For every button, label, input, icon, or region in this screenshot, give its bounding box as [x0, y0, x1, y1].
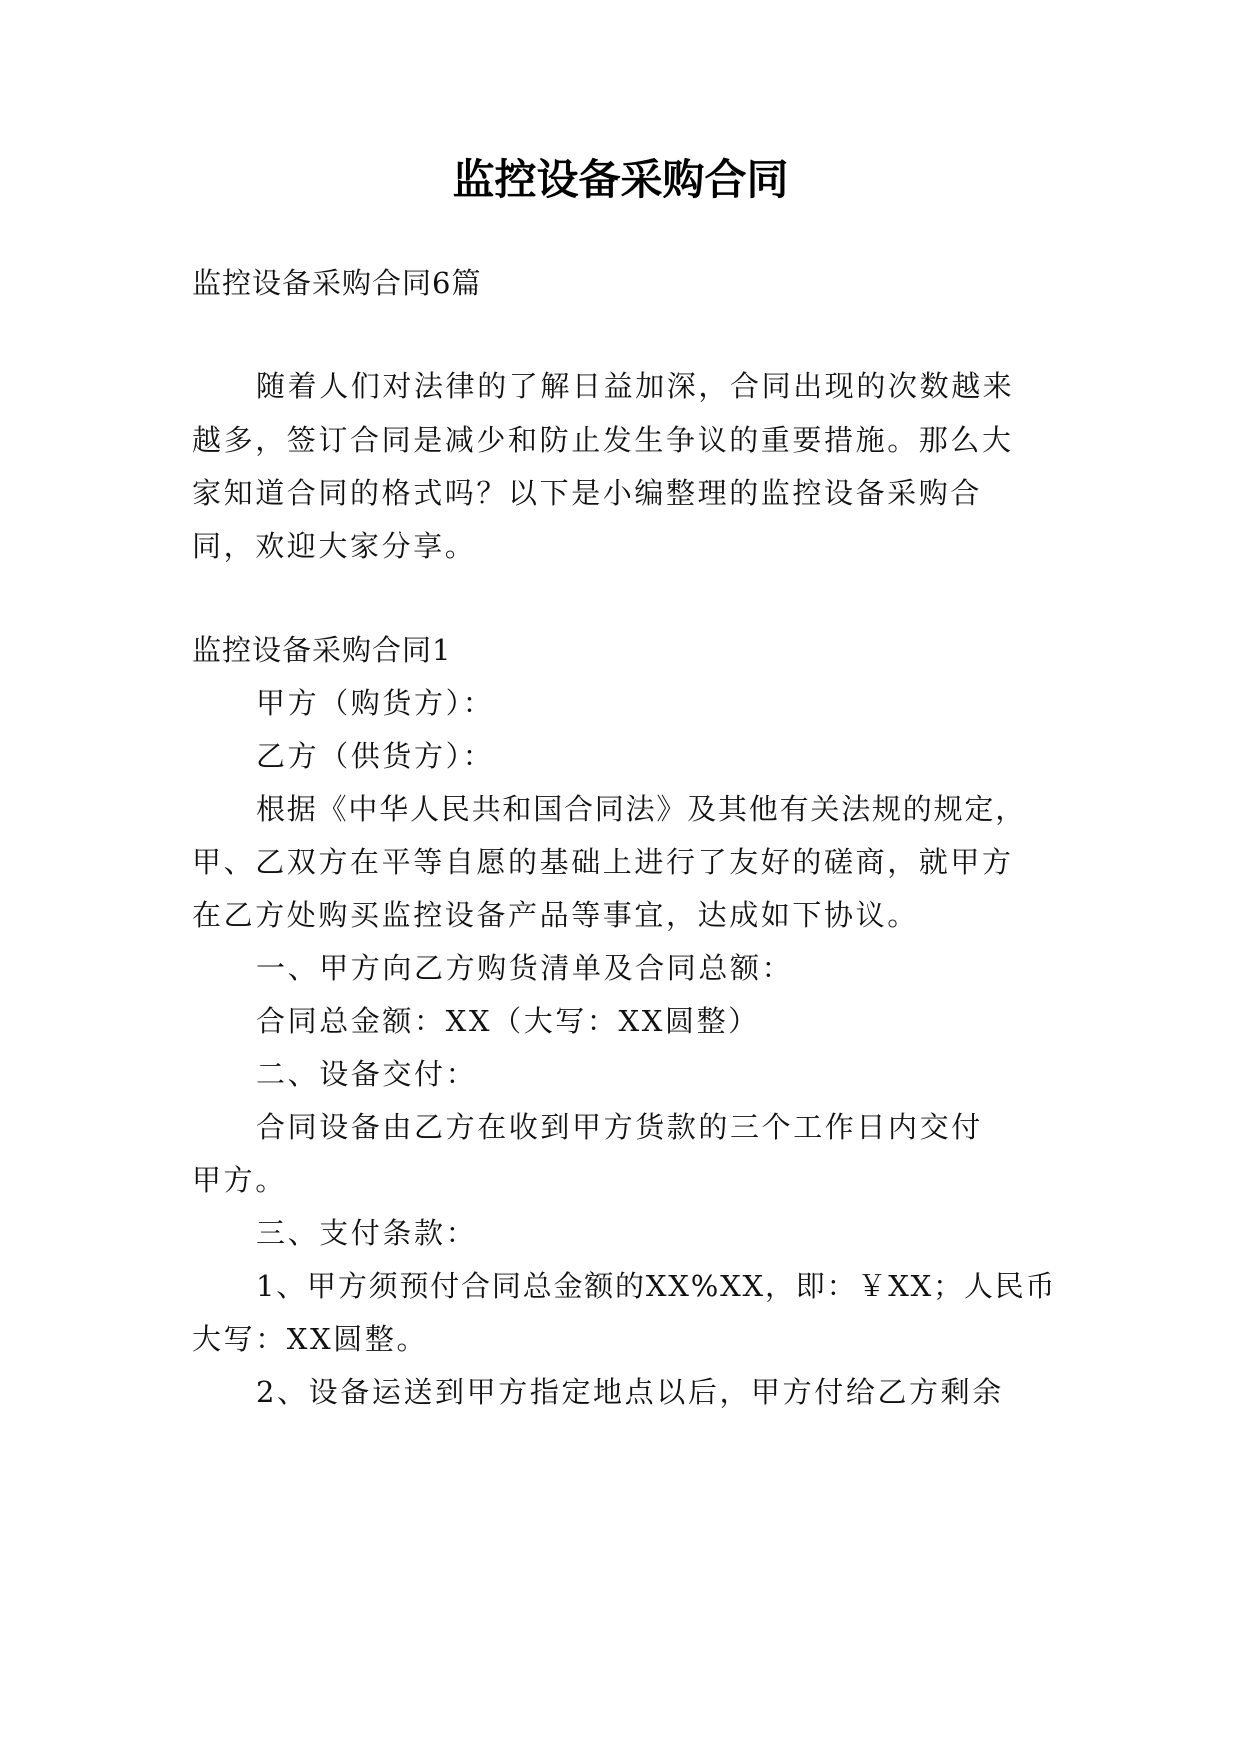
delivery-line: 甲方。 — [192, 1163, 287, 1197]
party-a: 甲方（购货方）： — [256, 686, 495, 720]
payment-line: 2、设备运送到甲方指定地点以后，甲方付给乙方剩余 — [256, 1375, 1004, 1409]
intro-line: 同，欢迎大家分享。 — [192, 529, 477, 563]
intro-line: 随着人们对法律的了解日益加深，合同出现的次数越来 — [256, 369, 1015, 403]
basis-line: 根据《中华人民共和国合同法》及其他有关法规的规定， — [256, 792, 1027, 826]
payment-line: 1、甲方须预付合同总金额的XX%XX，即：￥XX；人民币 — [256, 1269, 1057, 1303]
section-heading: 监控设备采购合同1 — [192, 633, 452, 667]
document-title: 监控设备采购合同 — [452, 155, 789, 204]
clause-2-heading: 二、设备交付： — [256, 1057, 478, 1091]
payment-line: 大写：XX圆整。 — [192, 1322, 429, 1356]
clause-3-heading: 三、支付条款： — [256, 1216, 478, 1250]
total-amount: 合同总金额：XX（大写：XX圆整） — [256, 1004, 760, 1038]
clause-1-heading: 一、甲方向乙方购货清单及合同总额： — [256, 951, 794, 985]
basis-line: 在乙方处购买监控设备产品等事宜，达成如下协议。 — [192, 898, 919, 932]
intro-line: 家知道合同的格式吗？以下是小编整理的监控设备采购合 — [192, 476, 983, 510]
basis-line: 甲、乙双方在平等自愿的基础上进行了友好的磋商，就甲方 — [192, 845, 1014, 879]
delivery-line: 合同设备由乙方在收到甲方货款的三个工作日内交付 — [256, 1110, 983, 1144]
document-subtitle: 监控设备采购合同6篇 — [192, 266, 482, 300]
intro-line: 越多，签订合同是减少和防止发生争议的重要措施。那么大 — [192, 423, 1014, 457]
party-b: 乙方（供货方）： — [256, 739, 495, 773]
